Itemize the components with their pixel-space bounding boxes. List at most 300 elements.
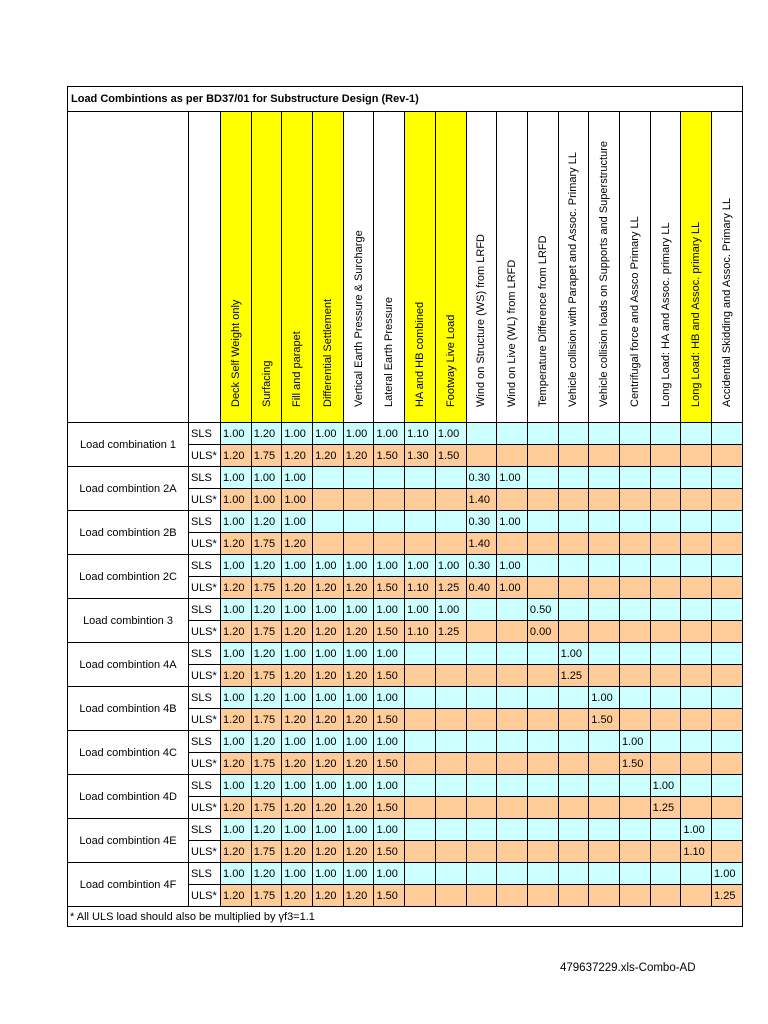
combination-name: Load combintion 2A <box>68 467 189 511</box>
factor-cell <box>619 467 650 489</box>
factor-cell: 1.00 <box>282 775 313 797</box>
factor-cell: 1.50 <box>589 709 620 731</box>
factor-cell <box>497 445 528 467</box>
factor-cell: 1.00 <box>282 643 313 665</box>
factor-cell <box>589 841 620 863</box>
factor-cell: 1.50 <box>374 709 405 731</box>
factor-cell: 1.20 <box>343 753 374 775</box>
uls-label: ULS* <box>189 709 221 731</box>
factor-cell <box>435 467 466 489</box>
factor-cell: 1.00 <box>313 555 344 577</box>
factor-cell: 1.75 <box>251 445 282 467</box>
factor-cell <box>405 775 436 797</box>
factor-cell <box>343 489 374 511</box>
factor-cell: 1.20 <box>343 885 374 907</box>
factor-cell: 1.25 <box>712 885 743 907</box>
factor-cell <box>681 643 712 665</box>
factor-cell <box>466 841 497 863</box>
factor-cell: 1.20 <box>251 819 282 841</box>
factor-cell: 1.00 <box>282 731 313 753</box>
factor-cell: 1.75 <box>251 665 282 687</box>
factor-cell <box>527 643 558 665</box>
factor-cell <box>712 555 743 577</box>
table-title: Load Combintions as per BD37/01 for Substructure Design (Rev-1) <box>68 87 743 112</box>
factor-cell: 1.20 <box>282 621 313 643</box>
column-header <box>313 112 344 423</box>
sls-row <box>68 599 743 621</box>
combination-name: Load combintion 2B <box>68 511 189 555</box>
factor-cell <box>681 709 712 731</box>
factor-cell <box>681 599 712 621</box>
factor-cell <box>527 797 558 819</box>
combination-name: Load combintion 2C <box>68 555 189 599</box>
factor-cell <box>589 511 620 533</box>
factor-cell: 1.50 <box>374 665 405 687</box>
factor-cell <box>405 467 436 489</box>
column-header <box>681 112 712 423</box>
factor-cell <box>589 555 620 577</box>
sls-row <box>68 687 743 709</box>
factor-cell: 1.00 <box>650 775 681 797</box>
factor-cell <box>435 753 466 775</box>
factor-cell: 1.00 <box>374 775 405 797</box>
factor-cell <box>435 819 466 841</box>
factor-cell <box>343 511 374 533</box>
factor-cell <box>619 797 650 819</box>
factor-cell: 1.20 <box>282 885 313 907</box>
factor-cell <box>497 885 528 907</box>
factor-cell: 1.20 <box>313 709 344 731</box>
factor-cell: 1.20 <box>313 885 344 907</box>
factor-cell <box>558 841 589 863</box>
factor-cell <box>497 489 528 511</box>
factor-cell <box>681 489 712 511</box>
factor-cell <box>681 687 712 709</box>
factor-cell: 1.00 <box>221 863 252 885</box>
factor-cell <box>405 709 436 731</box>
factor-cell <box>527 687 558 709</box>
factor-cell: 1.20 <box>343 577 374 599</box>
uls-label: ULS* <box>189 885 221 907</box>
factor-cell: 1.20 <box>251 643 282 665</box>
factor-cell <box>589 753 620 775</box>
factor-cell: 1.00 <box>435 423 466 445</box>
factor-cell <box>405 819 436 841</box>
column-header <box>650 112 681 423</box>
uls-label: ULS* <box>189 753 221 775</box>
column-header-label: Fill and parapet <box>291 331 304 407</box>
column-header <box>712 112 743 423</box>
factor-cell: 1.20 <box>251 423 282 445</box>
factor-cell <box>650 445 681 467</box>
combination-name: Load combintion 4D <box>68 775 189 819</box>
factor-cell: 0.30 <box>466 555 497 577</box>
factor-cell: 0.00 <box>527 621 558 643</box>
factor-cell <box>497 753 528 775</box>
sls-row <box>68 555 743 577</box>
factor-cell <box>527 511 558 533</box>
column-header <box>282 112 313 423</box>
factor-cell: 1.00 <box>282 555 313 577</box>
factor-cell <box>405 797 436 819</box>
sls-label: SLS <box>189 819 221 841</box>
factor-cell <box>558 797 589 819</box>
factor-cell <box>712 731 743 753</box>
factor-cell: 1.20 <box>343 709 374 731</box>
factor-cell: 1.00 <box>282 863 313 885</box>
factor-cell <box>527 423 558 445</box>
factor-cell <box>712 841 743 863</box>
factor-cell <box>619 665 650 687</box>
factor-cell: 1.20 <box>282 445 313 467</box>
factor-cell <box>558 687 589 709</box>
header-corner-cell <box>68 112 189 423</box>
factor-cell: 1.20 <box>251 555 282 577</box>
factor-cell <box>466 445 497 467</box>
factor-cell: 1.00 <box>251 467 282 489</box>
factor-cell: 0.50 <box>527 599 558 621</box>
factor-cell <box>405 731 436 753</box>
factor-cell <box>435 885 466 907</box>
factor-cell <box>435 533 466 555</box>
column-header-label: Wind on Structure (WS) from LRFD <box>475 234 488 407</box>
factor-cell <box>712 709 743 731</box>
factor-cell: 1.00 <box>221 731 252 753</box>
combination-name: Load combintion 4A <box>68 643 189 687</box>
factor-cell <box>558 753 589 775</box>
factor-cell <box>681 665 712 687</box>
factor-cell <box>712 753 743 775</box>
factor-cell: 1.10 <box>405 621 436 643</box>
factor-cell: 1.00 <box>374 599 405 621</box>
factor-cell <box>650 731 681 753</box>
factor-cell <box>527 753 558 775</box>
factor-cell <box>466 621 497 643</box>
factor-cell: 1.00 <box>712 863 743 885</box>
factor-cell: 1.20 <box>282 533 313 555</box>
factor-cell: 1.00 <box>221 511 252 533</box>
factor-cell: 1.00 <box>374 687 405 709</box>
factor-cell <box>527 555 558 577</box>
factor-cell: 1.20 <box>221 621 252 643</box>
factor-cell: 1.00 <box>343 423 374 445</box>
factor-cell <box>466 423 497 445</box>
factor-cell: 1.20 <box>221 885 252 907</box>
factor-cell <box>558 467 589 489</box>
column-header-label: Footway Live Load <box>444 314 457 407</box>
column-header-label: HA and HB combined <box>414 301 427 407</box>
factor-cell <box>466 819 497 841</box>
factor-cell <box>650 885 681 907</box>
factor-cell <box>619 643 650 665</box>
factor-cell <box>712 533 743 555</box>
factor-cell: 1.00 <box>221 467 252 489</box>
factor-cell: 1.50 <box>374 445 405 467</box>
factor-cell <box>435 643 466 665</box>
factor-cell: 1.00 <box>619 731 650 753</box>
factor-cell <box>466 775 497 797</box>
factor-cell <box>497 797 528 819</box>
factor-cell <box>497 775 528 797</box>
factor-cell <box>558 731 589 753</box>
factor-cell: 1.00 <box>282 423 313 445</box>
factor-cell: 1.00 <box>313 687 344 709</box>
factor-cell: 1.20 <box>221 841 252 863</box>
factor-cell <box>466 863 497 885</box>
factor-cell: 1.10 <box>405 577 436 599</box>
column-header-label: Accidental Skidding and Assoc. Primary LL <box>721 197 734 407</box>
factor-cell: 1.20 <box>251 863 282 885</box>
factor-cell <box>681 863 712 885</box>
factor-cell: 1.00 <box>282 511 313 533</box>
column-header-label: Long Load: HA and Assoc. primary LL <box>659 222 672 407</box>
factor-cell: 1.00 <box>343 643 374 665</box>
sls-row <box>68 819 743 841</box>
sls-row <box>68 467 743 489</box>
factor-cell: 0.30 <box>466 511 497 533</box>
factor-cell <box>558 511 589 533</box>
factor-cell <box>619 599 650 621</box>
factor-cell <box>712 687 743 709</box>
column-header <box>251 112 282 423</box>
combination-name: Load combintion 4E <box>68 819 189 863</box>
factor-cell: 1.20 <box>282 665 313 687</box>
factor-cell <box>712 599 743 621</box>
factor-cell: 1.00 <box>435 599 466 621</box>
factor-cell: 1.00 <box>374 555 405 577</box>
factor-cell: 1.75 <box>251 753 282 775</box>
factor-cell <box>435 863 466 885</box>
factor-cell: 1.00 <box>221 643 252 665</box>
factor-cell: 1.30 <box>405 445 436 467</box>
factor-cell: 1.20 <box>221 665 252 687</box>
factor-cell: 1.00 <box>497 467 528 489</box>
factor-cell <box>681 731 712 753</box>
sls-label: SLS <box>189 467 221 489</box>
load-combination-table <box>67 86 743 927</box>
uls-label: ULS* <box>189 797 221 819</box>
sls-row <box>68 775 743 797</box>
factor-cell <box>681 533 712 555</box>
factor-cell: 1.00 <box>343 687 374 709</box>
column-header-label: Wind on Live (WL) from LRFD <box>506 259 519 407</box>
factor-cell: 1.50 <box>374 885 405 907</box>
column-header-label: Surfacing <box>260 360 273 407</box>
factor-cell <box>589 819 620 841</box>
factor-cell <box>405 687 436 709</box>
factor-cell: 1.40 <box>466 533 497 555</box>
factor-cell: 1.75 <box>251 841 282 863</box>
factor-cell <box>435 797 466 819</box>
factor-cell: 1.20 <box>221 709 252 731</box>
factor-cell: 1.00 <box>313 819 344 841</box>
factor-cell <box>712 489 743 511</box>
factor-cell: 1.00 <box>435 555 466 577</box>
factor-cell <box>589 863 620 885</box>
sls-label: SLS <box>189 863 221 885</box>
sls-row <box>68 731 743 753</box>
factor-cell <box>527 885 558 907</box>
column-header <box>343 112 374 423</box>
factor-cell: 1.25 <box>435 577 466 599</box>
factor-cell <box>712 423 743 445</box>
factor-cell <box>712 621 743 643</box>
factor-cell <box>589 533 620 555</box>
factor-cell <box>558 423 589 445</box>
uls-label: ULS* <box>189 621 221 643</box>
combination-name: Load combination 1 <box>68 423 189 467</box>
factor-cell <box>681 445 712 467</box>
factor-cell <box>313 511 344 533</box>
factor-cell <box>435 665 466 687</box>
uls-note: * All ULS load should also be multiplied by γf3=1.1 <box>68 907 743 927</box>
factor-cell <box>405 643 436 665</box>
factor-cell <box>466 885 497 907</box>
factor-cell <box>497 819 528 841</box>
factor-cell <box>619 709 650 731</box>
uls-label: ULS* <box>189 489 221 511</box>
factor-cell <box>619 577 650 599</box>
factor-cell: 1.50 <box>374 621 405 643</box>
column-header-label: Lateral Earth Pressure <box>383 296 396 407</box>
uls-label: ULS* <box>189 445 221 467</box>
column-header <box>374 112 405 423</box>
factor-cell <box>435 687 466 709</box>
factor-cell <box>681 621 712 643</box>
factor-cell: 1.25 <box>650 797 681 819</box>
factor-cell <box>650 621 681 643</box>
factor-cell <box>497 533 528 555</box>
factor-cell <box>712 775 743 797</box>
factor-cell: 1.00 <box>313 775 344 797</box>
sls-row <box>68 863 743 885</box>
factor-cell <box>527 841 558 863</box>
factor-cell: 1.50 <box>374 841 405 863</box>
factor-cell <box>497 621 528 643</box>
factor-cell <box>558 621 589 643</box>
factor-cell: 1.20 <box>313 797 344 819</box>
factor-cell <box>589 665 620 687</box>
factor-cell: 1.00 <box>497 511 528 533</box>
factor-cell <box>558 445 589 467</box>
sls-label: SLS <box>189 599 221 621</box>
factor-cell <box>343 467 374 489</box>
factor-cell: 1.20 <box>343 621 374 643</box>
factor-cell <box>527 445 558 467</box>
factor-cell <box>405 841 436 863</box>
uls-label: ULS* <box>189 577 221 599</box>
load-combination-sheet <box>67 86 743 927</box>
factor-cell: 1.00 <box>221 423 252 445</box>
factor-cell <box>405 489 436 511</box>
uls-label: ULS* <box>189 665 221 687</box>
factor-cell: 1.00 <box>343 555 374 577</box>
factor-cell <box>374 533 405 555</box>
factor-cell <box>619 533 650 555</box>
factor-cell: 1.75 <box>251 533 282 555</box>
factor-cell <box>527 533 558 555</box>
sls-label: SLS <box>189 423 221 445</box>
factor-cell <box>313 467 344 489</box>
column-header-label: Vehicle collision loads on Supports and Superstructure <box>598 141 611 407</box>
factor-cell: 1.00 <box>282 687 313 709</box>
factor-cell: 1.50 <box>435 445 466 467</box>
factor-cell <box>619 819 650 841</box>
sls-label: SLS <box>189 687 221 709</box>
factor-cell: 1.00 <box>343 599 374 621</box>
factor-cell: 1.20 <box>313 445 344 467</box>
factor-cell <box>405 533 436 555</box>
factor-cell: 1.40 <box>466 489 497 511</box>
factor-cell <box>681 775 712 797</box>
factor-cell <box>619 841 650 863</box>
factor-cell <box>558 577 589 599</box>
factor-cell <box>589 731 620 753</box>
factor-cell: 1.20 <box>221 797 252 819</box>
factor-cell: 1.25 <box>558 665 589 687</box>
factor-cell <box>435 841 466 863</box>
factor-cell: 1.75 <box>251 577 282 599</box>
factor-cell: 1.00 <box>282 819 313 841</box>
factor-cell <box>374 467 405 489</box>
factor-cell: 1.00 <box>497 555 528 577</box>
factor-cell <box>558 533 589 555</box>
factor-cell <box>405 863 436 885</box>
factor-cell: 1.20 <box>221 577 252 599</box>
factor-cell: 1.00 <box>251 489 282 511</box>
factor-cell <box>650 489 681 511</box>
factor-cell <box>374 489 405 511</box>
factor-cell <box>466 731 497 753</box>
column-header <box>527 112 558 423</box>
factor-cell: 1.00 <box>313 423 344 445</box>
factor-cell <box>466 709 497 731</box>
factor-cell: 1.75 <box>251 885 282 907</box>
factor-cell: 1.75 <box>251 709 282 731</box>
factor-cell: 1.00 <box>374 423 405 445</box>
factor-cell <box>497 643 528 665</box>
factor-cell <box>497 687 528 709</box>
factor-cell <box>466 687 497 709</box>
factor-cell <box>405 665 436 687</box>
column-header <box>466 112 497 423</box>
factor-cell: 1.20 <box>251 731 282 753</box>
factor-cell: 1.20 <box>251 775 282 797</box>
sls-label: SLS <box>189 555 221 577</box>
factor-cell: 1.00 <box>497 577 528 599</box>
factor-cell <box>619 687 650 709</box>
factor-cell: 1.00 <box>221 555 252 577</box>
factor-cell: 1.00 <box>221 489 252 511</box>
factor-cell <box>650 709 681 731</box>
sls-row <box>68 511 743 533</box>
factor-cell <box>405 885 436 907</box>
factor-cell: 1.00 <box>405 599 436 621</box>
factor-cell: 1.00 <box>343 819 374 841</box>
factor-cell: 1.20 <box>343 841 374 863</box>
column-header-label: Differential Settlement <box>321 298 334 407</box>
factor-cell: 1.20 <box>313 665 344 687</box>
factor-cell <box>527 709 558 731</box>
column-header-label: Temperature Difference from LRFD <box>536 235 549 407</box>
factor-cell <box>650 599 681 621</box>
factor-cell <box>558 555 589 577</box>
factor-cell: 1.00 <box>343 731 374 753</box>
factor-cell <box>497 423 528 445</box>
factor-cell: 0.40 <box>466 577 497 599</box>
factor-cell <box>527 863 558 885</box>
factor-cell <box>435 489 466 511</box>
